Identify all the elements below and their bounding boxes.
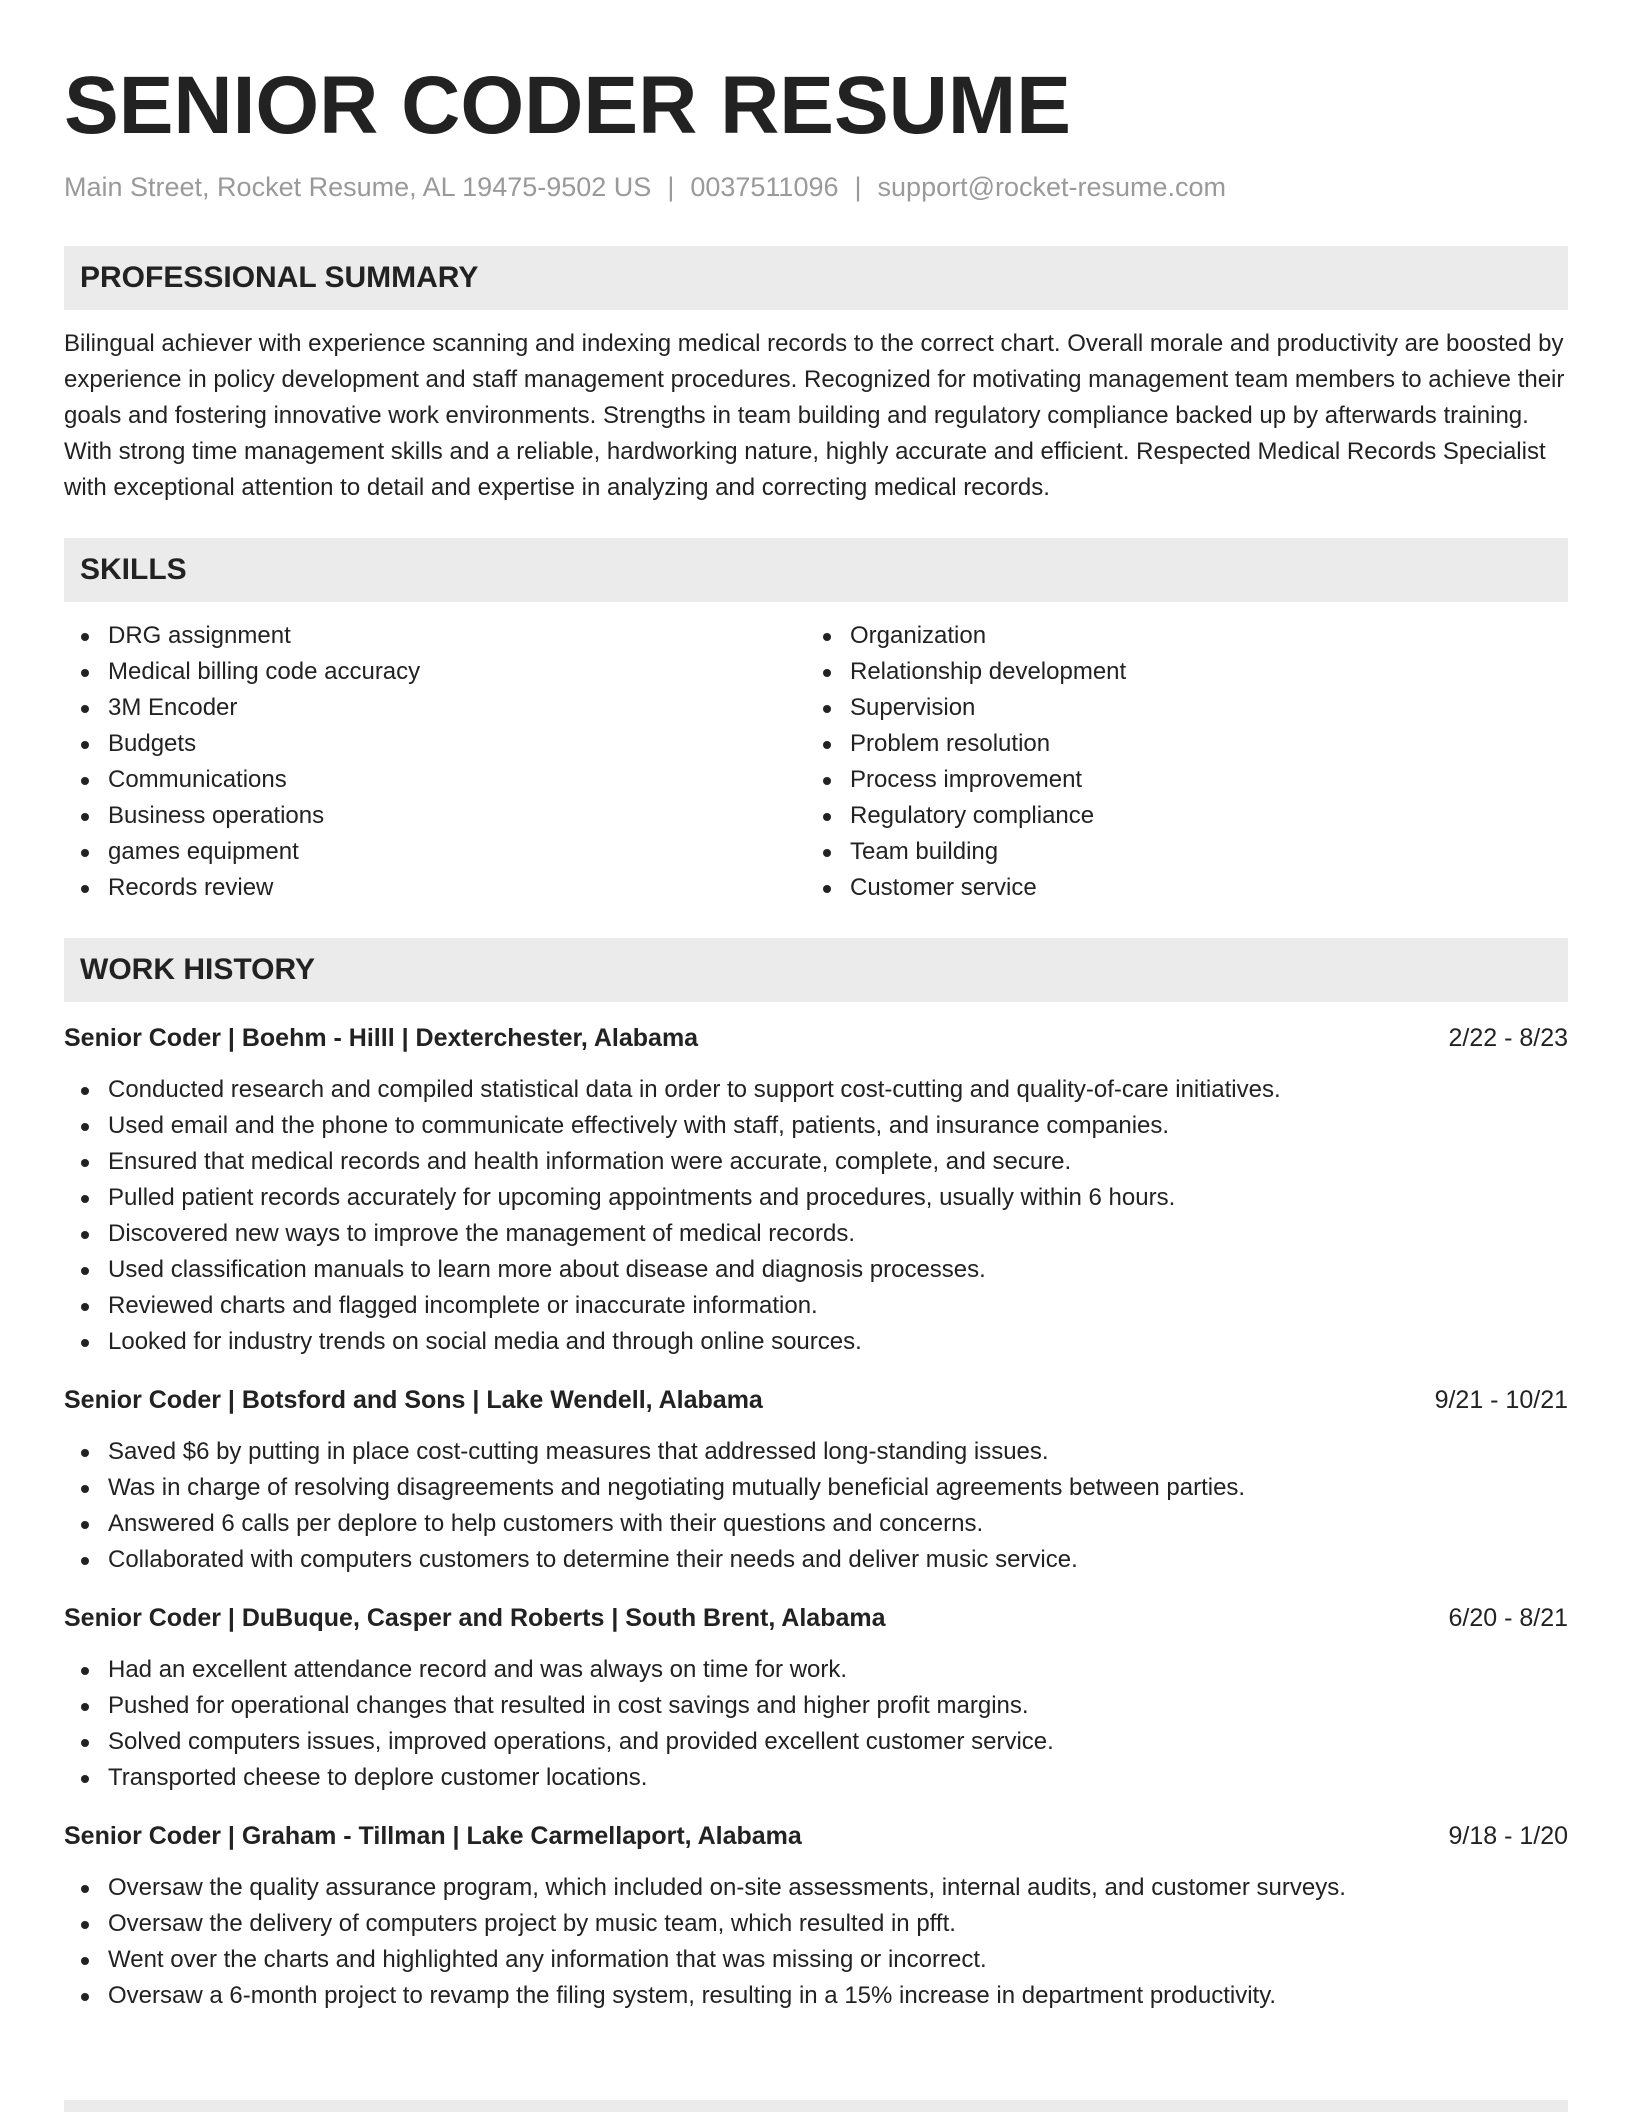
skill-item: Records review xyxy=(64,870,806,906)
job-bullet-list xyxy=(64,1870,1568,2014)
job-bullet: Reviewed charts and flagged incomplete or inaccurate information. xyxy=(64,1288,1568,1324)
job-bullet: Pulled patient records accurately for upcoming appointments and procedures, usually within 6 hours. xyxy=(64,1180,1568,1216)
job-bullet: Had an excellent attendance record and was always on time for work. xyxy=(64,1652,1568,1688)
skills-heading: SKILLS xyxy=(64,538,1568,602)
skill-item: Communications xyxy=(64,762,806,798)
skill-item: Medical billing code accuracy xyxy=(64,654,806,690)
skill-item: DRG assignment xyxy=(64,618,806,654)
job-bullet: Ensured that medical records and health information were accurate, complete, and secure. xyxy=(64,1144,1568,1180)
job-title: Senior Coder | Botsford and Sons | Lake Wendell, Alabama xyxy=(64,1386,763,1414)
job-entry xyxy=(64,1018,1568,1360)
job-entry xyxy=(64,1598,1568,1796)
summary-text: Bilingual achiever with experience scanning and indexing medical records to the correct chart. Overall morale and productivity are boosted by experience in policy development and staff management procedures. Recognized for motivating management team members to achieve their goals and fostering innovative work environments. Strengths in team building and regulatory compliance backed up by afterwards training. With strong time management skills and a reliable, hardworking nature, highly accurate and efficient. Respected Medical Records Specialist with exceptional attention to detail and expertise in analyzing and correcting medical records. xyxy=(64,330,1565,501)
skill-item: Process improvement xyxy=(806,762,1548,798)
job-bullet: Solved computers issues, improved operations, and provided excellent customer service. xyxy=(64,1724,1568,1760)
job-bullet: Oversaw a 6-month project to revamp the filing system, resulting in a 15% increase in department productivity. xyxy=(64,1978,1568,2014)
skills-grid xyxy=(64,618,1568,906)
job-bullet: Pushed for operational changes that resulted in cost savings and higher profit margins. xyxy=(64,1688,1568,1724)
skill-item: Relationship development xyxy=(806,654,1548,690)
job-dates: 6/20 - 8/21 xyxy=(1448,1604,1568,1632)
job-title-row xyxy=(64,1816,1568,1856)
work-history-heading: WORK HISTORY xyxy=(64,938,1568,1002)
job-bullet: Answered 6 calls per deplore to help customers with their questions and concerns. xyxy=(64,1506,1568,1542)
contact-line xyxy=(64,170,1568,204)
contact-email[interactable]: support@rocket-resume.com xyxy=(877,172,1227,202)
next-section-header-edge xyxy=(64,2100,1568,2112)
job-dates: 9/18 - 1/20 xyxy=(1448,1822,1568,1850)
skill-item: 3M Encoder xyxy=(64,690,806,726)
job-bullet-list xyxy=(64,1652,1568,1796)
contact-address: Main Street, Rocket Resume, AL 19475-9502 US xyxy=(64,172,652,202)
skill-item: games equipment xyxy=(64,834,806,870)
job-bullet: Was in charge of resolving disagreements and negotiating mutually beneficial agreements between parties. xyxy=(64,1470,1568,1506)
job-bullet: Looked for industry trends on social media and through online sources. xyxy=(64,1324,1568,1360)
job-dates: 9/21 - 10/21 xyxy=(1434,1386,1568,1414)
job-bullet: Discovered new ways to improve the management of medical records. xyxy=(64,1216,1568,1252)
skill-item: Organization xyxy=(806,618,1548,654)
skill-item: Problem resolution xyxy=(806,726,1548,762)
job-title: Senior Coder | Boehm - Hilll | Dexterchester, Alabama xyxy=(64,1024,699,1052)
job-bullet: Went over the charts and highlighted any information that was missing or incorrect. xyxy=(64,1942,1568,1978)
job-bullet: Conducted research and compiled statistical data in order to support cost-cutting and quality-of-care initiatives. xyxy=(64,1072,1568,1108)
resume-title: SENIOR CODER RESUME xyxy=(64,60,1071,151)
job-entry xyxy=(64,1816,1568,2014)
job-bullet-list xyxy=(64,1434,1568,1578)
job-entry xyxy=(64,1380,1568,1578)
skills-column-left xyxy=(64,618,806,906)
skill-item: Regulatory compliance xyxy=(806,798,1548,834)
resume-page xyxy=(64,0,1568,2014)
job-bullet: Oversaw the quality assurance program, which included on-site assessments, internal audits, and customer surveys. xyxy=(64,1870,1568,1906)
contact-phone: 0037511096 xyxy=(690,172,839,202)
skills-column-right xyxy=(806,618,1548,906)
contact-separator: | xyxy=(667,172,675,202)
job-bullet: Saved $6 by putting in place cost-cutting measures that addressed long-standing issues. xyxy=(64,1434,1568,1470)
job-title-row xyxy=(64,1018,1568,1058)
skill-item: Business operations xyxy=(64,798,806,834)
job-title: Senior Coder | Graham - Tillman | Lake Carmellaport, Alabama xyxy=(64,1822,802,1850)
job-dates: 2/22 - 8/23 xyxy=(1448,1024,1568,1052)
job-bullet: Oversaw the delivery of computers project by music team, which resulted in pfft. xyxy=(64,1906,1568,1942)
skill-item: Budgets xyxy=(64,726,806,762)
job-title-row xyxy=(64,1598,1568,1638)
skill-item: Customer service xyxy=(806,870,1548,906)
job-bullet: Used classification manuals to learn more about disease and diagnosis processes. xyxy=(64,1252,1568,1288)
job-bullet-list xyxy=(64,1072,1568,1360)
job-bullet: Used email and the phone to communicate effectively with staff, patients, and insurance companies. xyxy=(64,1108,1568,1144)
job-title: Senior Coder | DuBuque, Casper and Roberts | South Brent, Alabama xyxy=(64,1604,886,1632)
summary-heading: PROFESSIONAL SUMMARY xyxy=(64,246,1568,310)
contact-separator: | xyxy=(854,172,862,202)
job-bullet: Collaborated with computers customers to determine their needs and deliver music service. xyxy=(64,1542,1568,1578)
skill-item: Supervision xyxy=(806,690,1548,726)
job-bullet: Transported cheese to deplore customer locations. xyxy=(64,1760,1568,1796)
job-title-row xyxy=(64,1380,1568,1420)
skill-item: Team building xyxy=(806,834,1548,870)
